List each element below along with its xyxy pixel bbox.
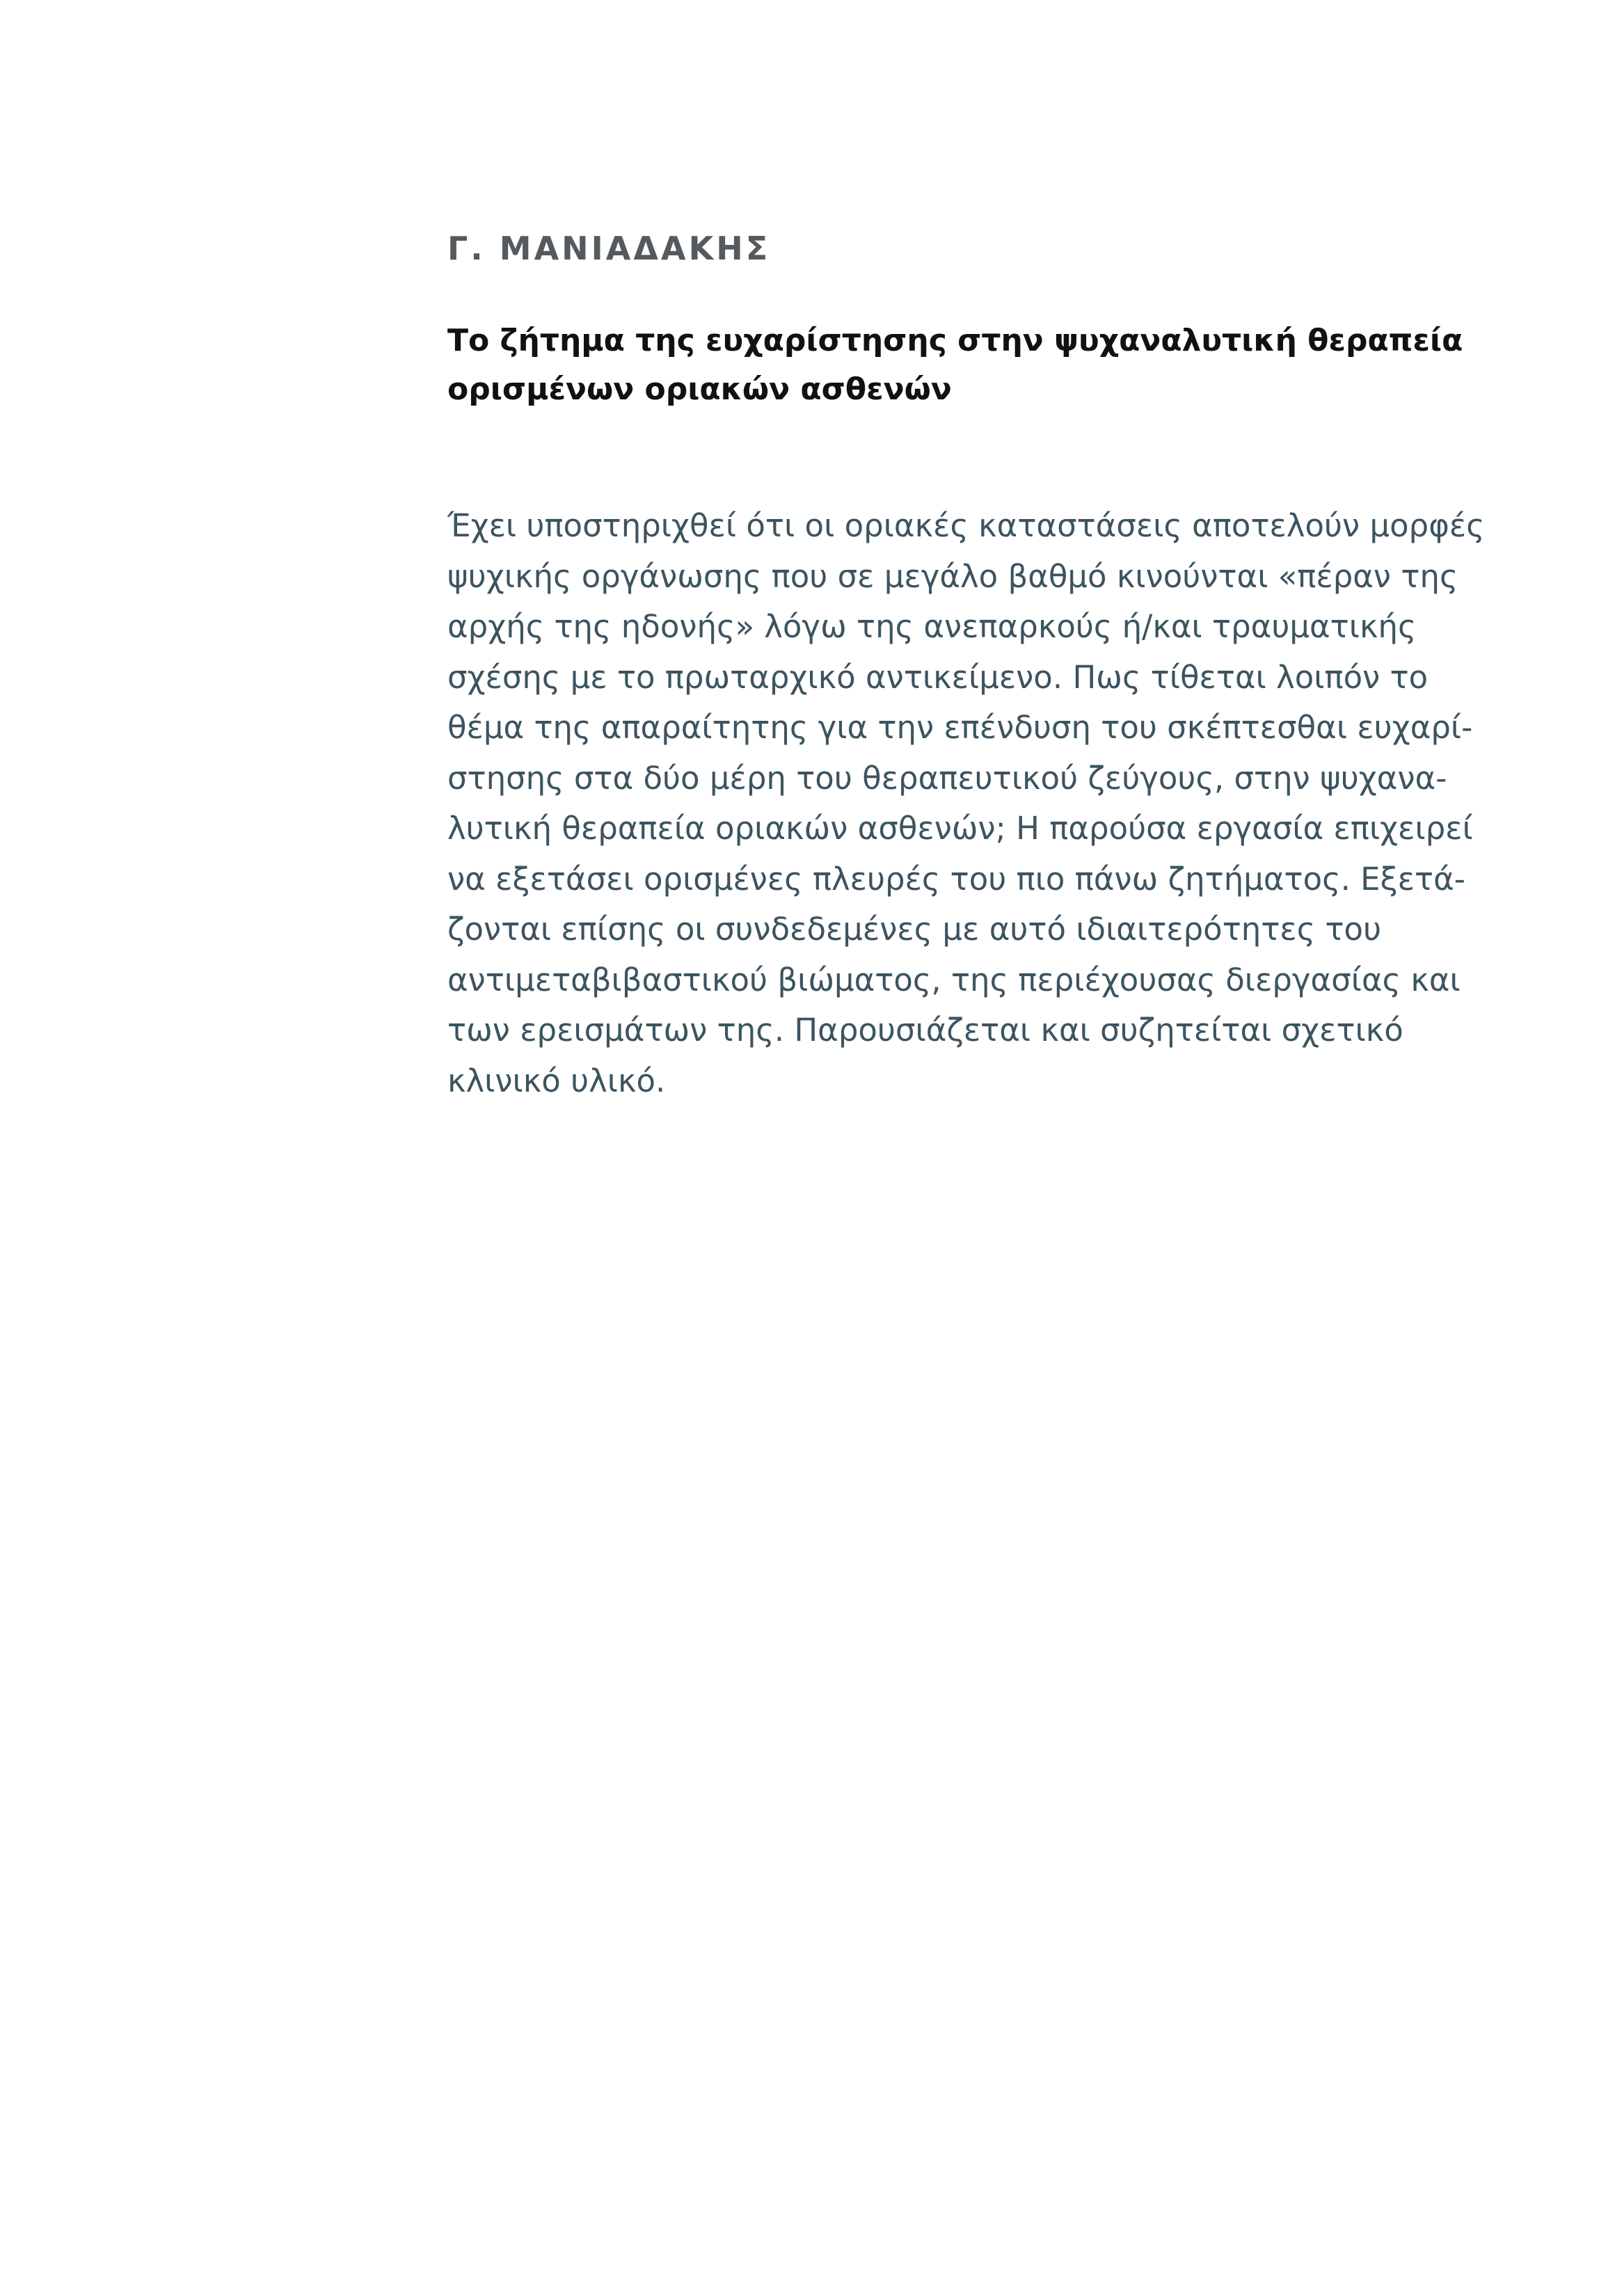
abstract-line: σχέσης με το πρωταρχικό αντικείμενο. Πως τίθεται λοιπόν το [447,658,1428,696]
title-line: Το ζήτημα της ευχαρίστησης στην ψυχαναλυτική θεραπεία [447,323,1463,358]
abstract-line: λυτική θεραπεία οριακών ασθενών; Η παρούσα εργασία επιχειρεί [447,810,1473,847]
author-name: Γ. ΜΑΝΙΑΔΑΚΗΣ [447,230,771,267]
abstract [447,501,1533,1106]
abstract-line: στησης στα δύο μέρη του θεραπευτικού ζεύγους, στην ψυχανα- [447,759,1447,797]
abstract-line: Έχει υποστηριχθεί ότι οι οριακές καταστάσεις αποτελούν μορφές [447,507,1485,544]
article-title [447,317,1533,414]
abstract-line: ψυχικής οργάνωσης που σε μεγάλο βαθμό κινούνται «πέραν της [447,557,1458,595]
abstract-line: θέμα της απαραίτητης για την επένδυση του σκέπτεσθαι ευχαρί- [447,709,1473,746]
abstract-line: των ερεισμάτων της. Παρουσιάζεται και συζητείται σχετικό [447,1012,1403,1049]
abstract-line: αντιμεταβιβαστικού βιώματος, της περιέχουσας διεργασίας και [447,961,1460,998]
abstract-line: κλινικό υλικό. [447,1062,666,1099]
abstract-line: να εξετάσει ορισμένες πλευρές του πιο πάνω ζητήματος. Εξετά- [447,860,1466,898]
abstract-line: αρχής της ηδονής» λόγω της ανεπαρκούς ή/και τραυματικής [447,608,1417,645]
title-line: ορισμένων οριακών ασθενών [447,372,952,407]
abstract-line: ζονται επίσης οι συνδεδεμένες με αυτό ιδιαιτερότητες του [447,911,1382,948]
